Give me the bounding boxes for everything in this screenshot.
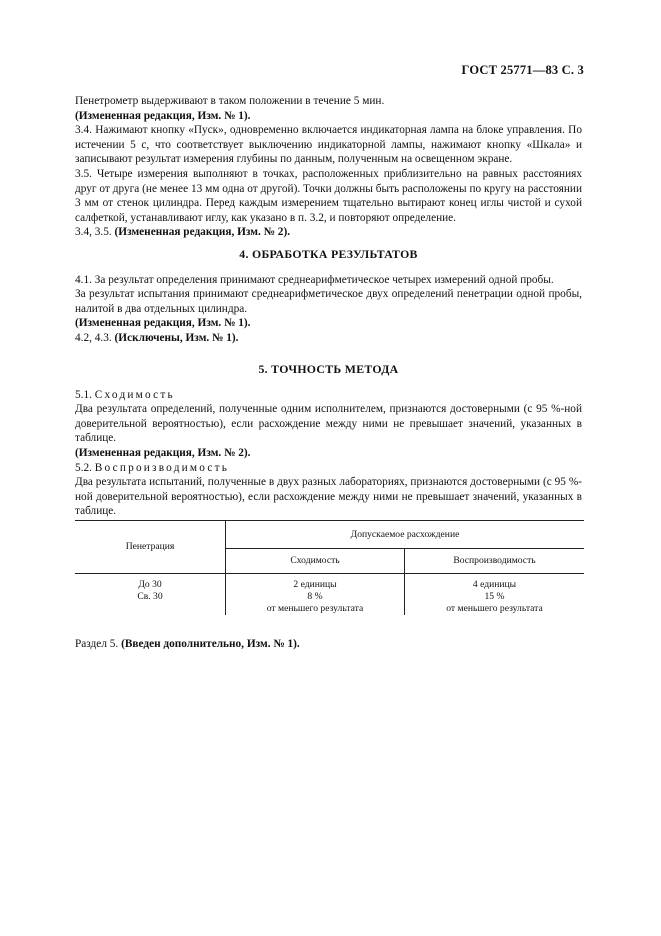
subsection-heading: 5.1. Сходимость [75, 388, 175, 401]
subsection-title: Воспроизводимость [94, 461, 230, 474]
clause-ref: 3.4, 3.5. [75, 226, 112, 239]
section-ref: Раздел 5. [75, 638, 119, 650]
table-row: Св. 30 8 % 15 % [75, 591, 584, 603]
col-header-reproducibility: Воспроизводимость [405, 549, 585, 574]
page-header: ГОСТ 25771—83 С. 3 [461, 63, 584, 77]
paragraph-3-5: 3.5. Четыре измерения выполняют в точках, расположенных приблизительно на равных расстояниях друг от друга (не менее 13 мм одна от другой). Точки должны быть расположены по кругу на расстоянии 3 мм от стенок цилиндра. Перед каждым измерением тщательно вытирают конец иглы чистой и сухой салфеткой, устанавливают иглу, как указано в п. 3.2, и повторяют определение. [75, 167, 582, 224]
table-row: от меньшего результата от меньшего результата [75, 603, 584, 615]
amendment-note: (Измененная редакция, Изм. № 1). [75, 109, 251, 122]
amendment-line [75, 225, 582, 240]
footer-note [75, 637, 582, 652]
amendment-line [75, 331, 582, 346]
section-title: 5. ТОЧНОСТЬ МЕТОДА [258, 362, 399, 376]
amendment-note: (Измененная редакция, Изм. № 2). [75, 446, 251, 459]
paragraph-3-4: 3.4. Нажимают кнопку «Пуск», одновременно включается индикаторная лампа на блоке управления. По истечении 5 с, что соответствует выключению индикаторной лампы, нажимают кнопку «Шкала» и записывают результат измерения глубины по данным, полученным на освещенном экране. [75, 124, 582, 166]
paragraph: Два результата определений, полученные одним исполнителем, признаются достоверными (с 95 %-ной доверительной вероятностью), если расхождение между ними не превышает значений, указанных в таблице. [75, 403, 582, 445]
col-header-repeatability: Сходимость [226, 549, 405, 574]
col-header-group: Допускаемое расхождение [226, 521, 585, 549]
section-4 [75, 247, 582, 346]
paragraph-4-1: 4.1. За результат определения принимают среднеарифметическое четырех измерений одной пробы. [75, 273, 554, 286]
subsection-heading: 5.2. Воспроизводимость [75, 461, 230, 474]
subsection-title: Сходимость [94, 388, 175, 401]
paragraph: Два результата испытаний, полученные в двух разных лабораториях, признаются достоверными (с 95 %-ной доверительной вероятностью), если расхождение между ними не превышает значений, указанных в таблице. [75, 476, 582, 518]
amendment-note: (Измененная редакция, Изм. № 1). [75, 317, 251, 330]
section-5 [75, 362, 582, 519]
col-header-penetration: Пенетрация [75, 521, 226, 574]
paragraph: Пенетрометр выдерживают в таком положении в течение 5 мин. [75, 95, 385, 107]
table-row: До 30 2 единицы 4 единицы [75, 574, 584, 592]
clause-ref: 4.2, 4.3. [75, 331, 112, 344]
amendment-note: (Введен дополнительно, Изм. № 1). [121, 638, 300, 650]
tolerance-table [75, 520, 584, 615]
amendment-note: (Исключены, Изм. № 1). [114, 331, 239, 344]
section-title: 4. ОБРАБОТКА РЕЗУЛЬТАТОВ [239, 247, 418, 261]
amendment-note: (Измененная редакция, Изм. № 2). [114, 226, 291, 239]
block-3 [75, 94, 582, 240]
paragraph: За результат испытания принимают среднеарифметическое двух определений пенетрации одной пробы, налитой в два отдельных цилиндра. [75, 288, 582, 315]
